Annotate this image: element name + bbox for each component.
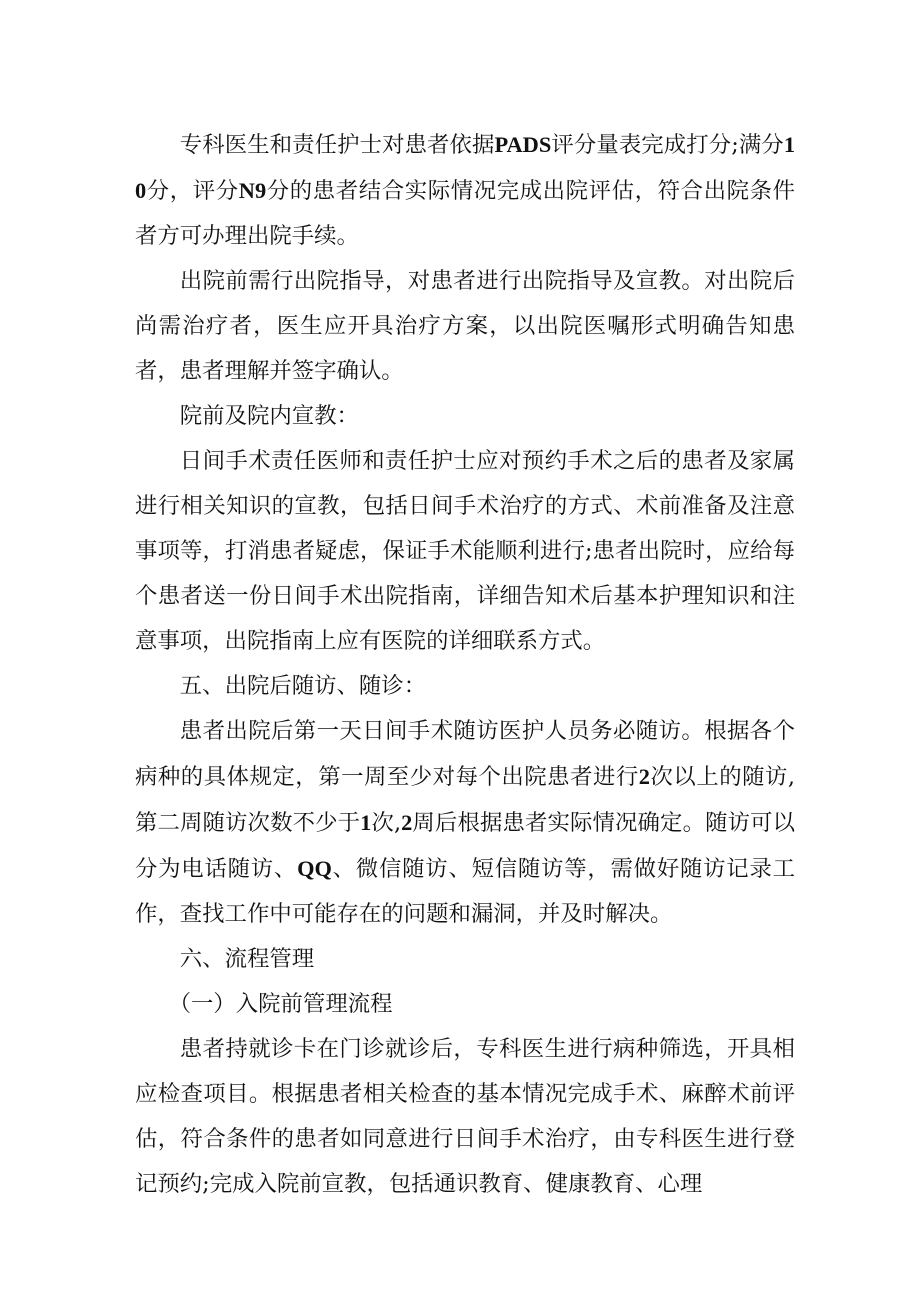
section-heading-process-management: 六、流程管理: [179, 946, 315, 972]
paragraph-pads-scoring: 专科医生和责任护士对患者依据PADS评分量表完成打分;满分10分，评分N9分的患者结合实际情况完成出院评估，符合出院条件者方可办理出院手续。: [135, 132, 796, 249]
paragraph-education-details: 日间手术责任医师和责任护士应对预约手术之后的患者及家属进行相关知识的宣教，包括日间手术治疗的方式、术前准备及注意事项等，打消患者疑虑，保证手术能顺利进行;患者出院时，应给每个患者送一份日间手术出院指南，详细告知术后基本护理知识和注意事项，出院指南上应有医院的详细联系方式。: [135, 448, 795, 654]
section-heading-followup: 五、出院后随访、随诊：: [179, 673, 427, 699]
paragraph-followup-details: 患者出院后第一天日间手术随访医护人员务必随访。根据各个病种的具体规定，第一周至少对每个出院患者进行2次以上的随访,第二周随访次数不少于1次,2周后根据患者实际情况确定。随访可以分为电话随访、QQ、微信随访、短信随访等，需做好随访记录工作，查找工作中可能存在的问题和漏洞，并及时解决。: [135, 718, 796, 927]
section-heading-education: 院前及院内宣教：: [179, 403, 359, 429]
paragraph-discharge-guidance: 出院前需行出院指导，对患者进行出院指导及宣教。对出院后尚需治疗者，医生应开具治疗方案，以出院医嘱形式明确告知患者，患者理解并签字确认。: [135, 268, 795, 384]
subsection-heading-pre-admission: （一）入院前管理流程: [168, 991, 393, 1017]
paragraph-pre-admission-process: 患者持就诊卡在门诊就诊后，专科医生进行病种筛选，开具相应检查项目。根据患者相关检查的基本情况完成手术、麻醉术前评估，符合条件的患者如同意进行日间手术治疗，由专科医生进行登记预约;完成入院前宣教，包括通识教育、健康教育、心理: [135, 1036, 795, 1197]
document-body: [135, 122, 795, 1207]
